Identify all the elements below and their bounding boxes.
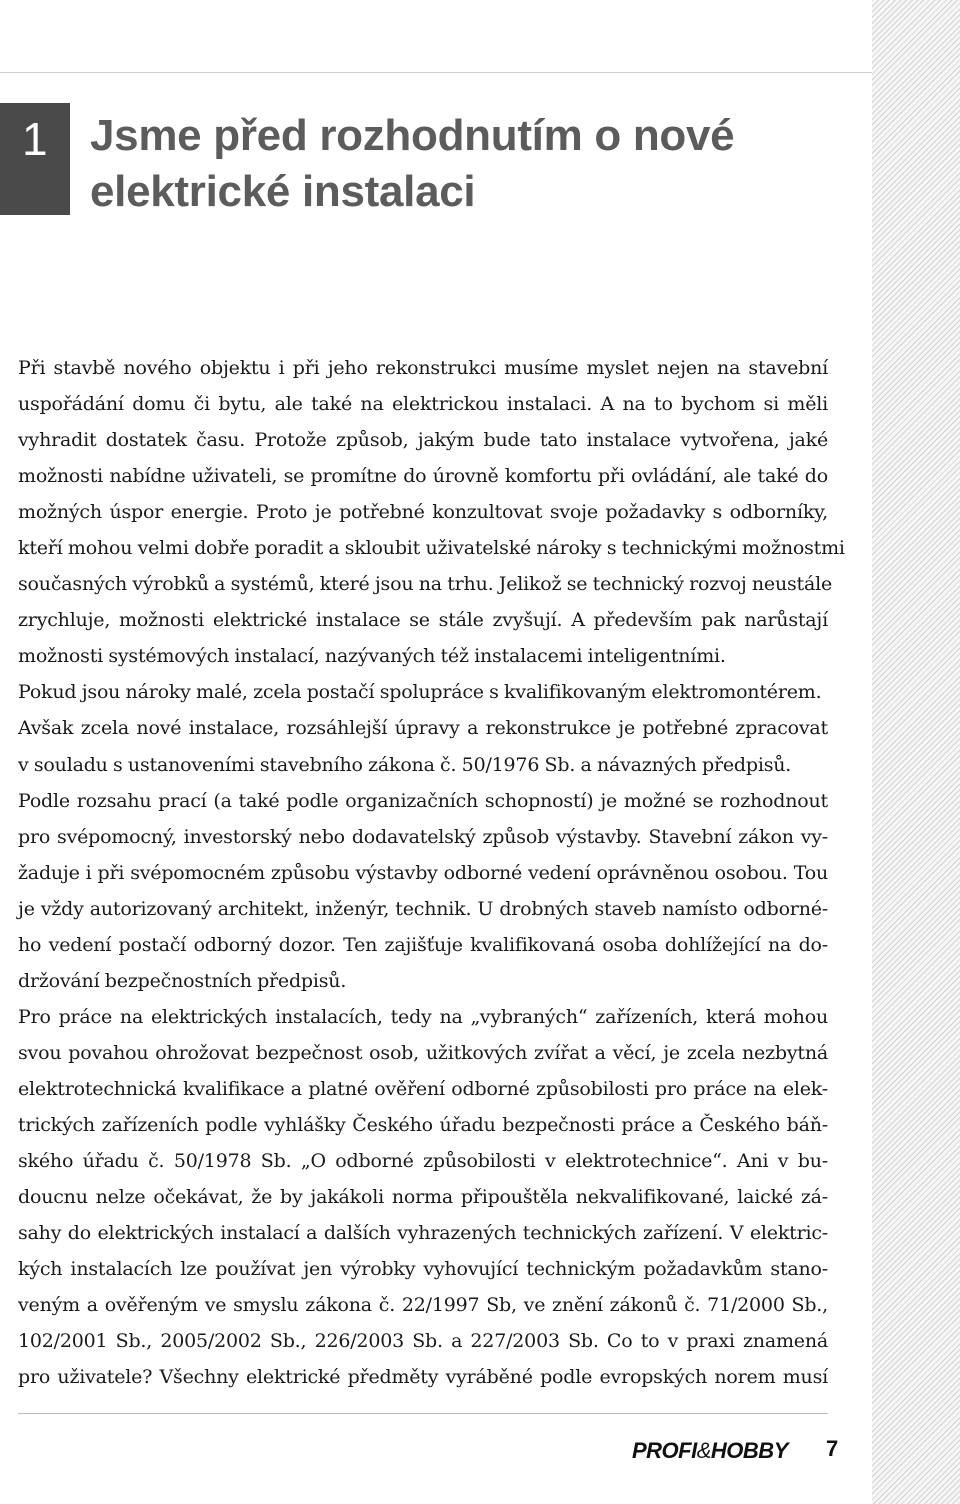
brand-profi: PROFI <box>632 1438 697 1463</box>
body-line: elektrotechnická kvalifikace a platné ověření odborné způsobilosti pro práce na elek- <box>18 1077 828 1100</box>
body-line: žaduje i při svépomocném způsobu výstavby odborné vedení oprávněnou osobou. Tou <box>18 861 828 884</box>
chapter-title <box>90 108 850 220</box>
brand-logo <box>632 1438 788 1464</box>
body-line: uspořádání domu či bytu, ale také na elektrickou instalaci. A na to bychom si měli <box>18 393 828 416</box>
body-line: sahy do elektrických instalací a dalších vyhrazených technických zařízení. V elektric- <box>18 1222 828 1245</box>
body-line: kteří mohou velmi dobře poradit a skloubit uživatelské nároky s technickými možnostmi <box>18 537 845 560</box>
body-line: je vždy autorizovaný architekt, inženýr, technik. U drobných staveb namísto odborné- <box>18 897 828 920</box>
bottom-rule <box>18 1413 828 1414</box>
brand-ampersand: & <box>696 1438 711 1463</box>
body-line: kých instalacích lze používat jen výrobky vyhovující technickým požadavkům stano- <box>18 1258 828 1281</box>
body-line: v souladu s ustanoveními stavebního zákona č. 50/1976 Sb. a návazných předpisů. <box>18 753 792 776</box>
body-line: ského úřadu č. 50/1978 Sb. „O odborné způsobilosti v elektrotechnice“. Ani v bu- <box>18 1150 828 1173</box>
page-number: 7 <box>826 1436 839 1461</box>
body-line: pro uživatele? Všechny elektrické předměty vyráběné podle evropských norem musí <box>18 1366 828 1389</box>
body-line: současných výrobků a systémů, které jsou na trhu. Jelikož se technický rozvoj neustále <box>18 573 833 596</box>
body-line: pro svépomocný, investorský nebo dodavatelský způsob výstavby. Stavební zákon vy- <box>18 825 828 848</box>
body-line: veným a ověřeným ve smyslu zákona č. 22/1997 Sb, ve znění zákonů č. 71/2000 Sb., <box>18 1294 828 1317</box>
chapter-title-line: Jsme před rozhodnutím o nové <box>90 111 735 160</box>
body-line: Pokud jsou nároky malé, zcela postačí spolupráce s kvalifikovaným elektromontérem. <box>18 681 822 704</box>
margin-hatch-strip <box>872 0 960 1504</box>
chapter-title-line: elektrické instalaci <box>90 167 476 216</box>
body-line: svou povahou ohrožovat bezpečnost osob, užitkových zvířat a věcí, je zcela nezbytná <box>18 1041 828 1064</box>
body-line: možných úspor energie. Proto je potřebné konzultovat svoje požadavky s odborníky, <box>18 501 828 524</box>
body-line: Při stavbě nového objektu i při jeho rekonstrukci musíme myslet nejen na stavební <box>18 357 828 379</box>
body-line: zrychluje, možnosti elektrické instalace se stále zvyšují. A především pak narůstají <box>18 609 828 632</box>
body-line: doucnu nelze očekávat, že by jakákoli norma připouštěla nekvalifikované, laické zá- <box>18 1186 828 1209</box>
body-line: Podle rozsahu prací (a také podle organizačních schopností) je možné se rozhodnout <box>18 789 828 812</box>
chapter-number-block <box>0 103 70 215</box>
body-line: Pro práce na elektrických instalacích, tedy na „vybraných“ zařízeních, která mohou <box>18 1005 828 1028</box>
body-line: ho vedení postačí odborný dozor. Ten zajišťuje kvalifikovaná osoba dohlížející na do- <box>18 933 828 956</box>
body-text <box>18 350 845 1395</box>
body-line: Avšak zcela nové instalace, rozsáhlejší úpravy a rekonstrukce je potřebné zpracovat <box>18 717 828 740</box>
body-line: trických zařízeních podle vyhlášky Českého úřadu bezpečnosti práce a Českého báň- <box>18 1113 828 1136</box>
body-line: možnosti nabídne uživateli, se promítne do úrovně komfortu při ovládání, ale také do <box>18 465 828 488</box>
top-rule <box>0 72 872 73</box>
chapter-number: 1 <box>22 113 48 165</box>
body-line: 102/2001 Sb., 2005/2002 Sb., 226/2003 Sb. a 227/2003 Sb. Co to v praxi znamená <box>18 1330 828 1353</box>
body-line: držování bezpečnostních předpisů. <box>18 969 347 992</box>
body-line: vyhradit dostatek času. Protože způsob, jakým bude tato instalace vytvořena, jaké <box>18 429 828 452</box>
body-line: možnosti systémových instalací, nazývaných též instalacemi inteligentními. <box>18 645 726 668</box>
brand-hobby: HOBBY <box>710 1438 788 1463</box>
